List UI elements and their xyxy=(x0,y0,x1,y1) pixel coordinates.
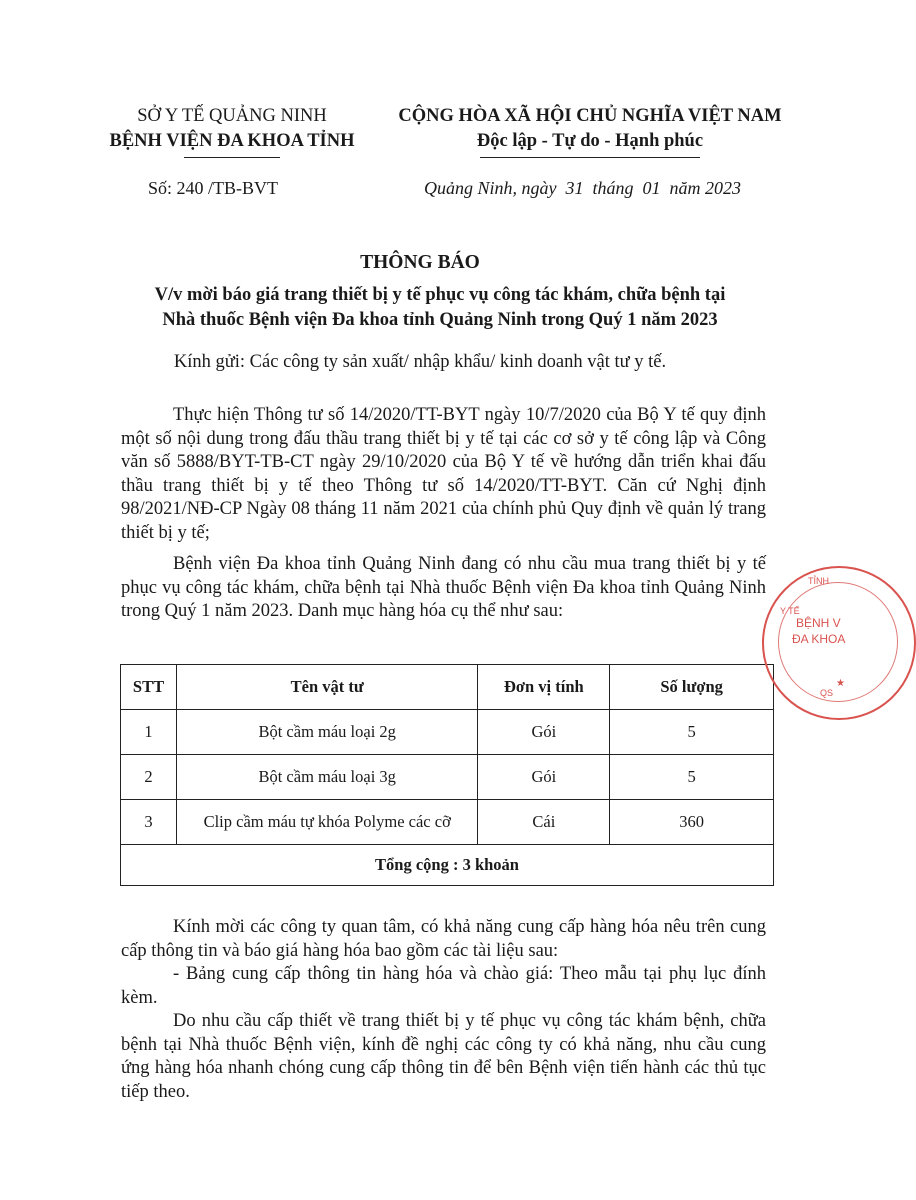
cell-stt: 2 xyxy=(121,755,177,800)
cell-name: Bột cầm máu loại 2g xyxy=(176,710,477,755)
paragraph-text: Thực hiện Thông tư số 14/2020/TT-BYT ngày 10/7/2020 của Bộ Y tế quy định một số nội dung trong đấu thầu trang thiết bị y tế tại các cơ sở y tế công lập và Công văn số 5888/BYT-TB-CT ngày 29/10/2020 của Bộ Y tế về hướng dẫn triển khai đấu thầu trang thiết bị y tế theo Thông tư số 14/2020/TT-BYT. Căn cứ Nghị định 98/2021/NĐ-CP Ngày 08 tháng 11 năm 2021 của chính phủ Quy định về quản lý trang thiết bị y tế; xyxy=(121,405,766,543)
cell-unit: Gói xyxy=(478,710,610,755)
col-header-name: Tên vật tư xyxy=(176,665,477,710)
subject-line-2: Nhà thuốc Bệnh viện Đa khoa tỉnh Quảng Ninh trong Quý 1 năm 2023 xyxy=(162,310,718,330)
country-name: CỘNG HÒA XÃ HỘI CHỦ NGHĨA VIỆT NAM xyxy=(398,106,782,126)
issuer-block xyxy=(92,104,372,158)
hospital-name: BỆNH VIỆN ĐA KHOA TỈNH xyxy=(109,131,355,151)
closing-section xyxy=(121,916,766,1104)
paragraph-need xyxy=(121,553,766,624)
goods-table xyxy=(120,664,774,886)
seal-line-2: ĐA KHOA xyxy=(792,632,846,646)
seal-line-1: BỆNH V xyxy=(796,616,841,630)
paragraph-request: Do nhu cầu cấp thiết về trang thiết bị y tế phục vụ công tác khám bệnh, chữa bệnh tại Nhà thuốc Bệnh viện, kính đề nghị các công ty có khả năng, nhu cầu cung ứng hàng hóa nhanh chóng cung cấp thông tin để bên Bệnh viện tiến hành các thủ tục tiếp theo. xyxy=(121,1011,766,1102)
subject-line-1: V/v mời báo giá trang thiết bị y tế phục vụ công tác khám, chữa bệnh tại xyxy=(154,285,726,305)
seal-side-text: Y TẾ xyxy=(780,606,800,616)
motto: Độc lập - Tự do - Hạnh phúc xyxy=(476,131,704,151)
table-row xyxy=(121,710,774,755)
cell-name: Bột cầm máu loại 3g xyxy=(176,755,477,800)
recipient-line: Kính gửi: Các công ty sản xuất/ nhập khẩu/ kinh doanh vật tư y tế. xyxy=(173,352,667,372)
document-subject xyxy=(110,283,770,333)
table-header-row xyxy=(121,665,774,710)
seal-top-text: TỈNH xyxy=(808,576,829,586)
table-row xyxy=(121,755,774,800)
col-header-stt: STT xyxy=(121,665,177,710)
cell-name: Clip cầm máu tự khóa Polyme các cỡ xyxy=(176,800,477,845)
department-name: SỞ Y TẾ QUẢNG NINH xyxy=(137,106,327,126)
seal-star-icon: ★ xyxy=(836,678,845,689)
paragraph-attachment: - Bảng cung cấp thông tin hàng hóa và chào giá: Theo mẫu tại phụ lục đính kèm. xyxy=(121,964,766,1008)
paragraph-invitation: Kính mời các công ty quan tâm, có khả năng cung cấp hàng hóa nêu trên cung cấp thông tin và báo giá hàng hóa bao gồm các tài liệu sau: xyxy=(121,917,766,961)
seal-bottom-text: QS xyxy=(820,688,834,698)
total-cell: Tổng cộng : 3 khoản xyxy=(121,845,774,886)
document-number: Số: 240 /TB-BVT xyxy=(148,178,279,198)
paragraph-legal-basis xyxy=(121,404,766,545)
cell-unit: Gói xyxy=(478,755,610,800)
cell-unit: Cái xyxy=(478,800,610,845)
issuer-underline xyxy=(184,157,280,158)
table-row xyxy=(121,800,774,845)
table-total-row xyxy=(121,845,774,886)
paragraph-text: Bệnh viện Đa khoa tỉnh Quảng Ninh đang có nhu cầu mua trang thiết bị y tế phục vụ công tác khám, chữa bệnh tại Nhà thuốc Bệnh viện Đa khoa tỉnh Quảng Ninh trong Quý 1 năm 2023. Danh mục hàng hóa cụ thể như sau: xyxy=(121,554,766,621)
cell-qty: 5 xyxy=(610,710,774,755)
motto-underline xyxy=(480,157,700,158)
national-motto-block xyxy=(380,104,800,158)
col-header-unit: Đơn vị tính xyxy=(478,665,610,710)
official-seal xyxy=(762,566,916,720)
cell-qty: 5 xyxy=(610,755,774,800)
col-header-qty: Số lượng xyxy=(610,665,774,710)
document-date: Quảng Ninh, ngày 31 tháng 01 năm 2023 xyxy=(424,178,741,198)
cell-stt: 3 xyxy=(121,800,177,845)
document-title: THÔNG BÁO xyxy=(360,252,480,273)
cell-qty: 360 xyxy=(610,800,774,845)
cell-stt: 1 xyxy=(121,710,177,755)
